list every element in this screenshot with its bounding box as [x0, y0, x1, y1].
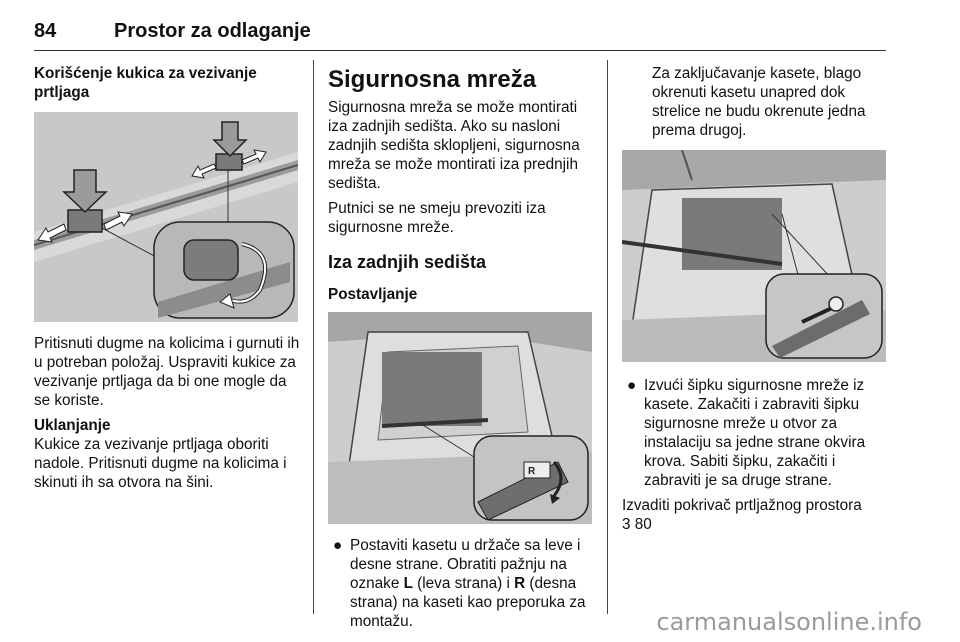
column-1	[34, 64, 300, 498]
page-header	[34, 20, 886, 51]
figure-cassette-lock	[622, 150, 886, 362]
cassette-r-marker: R	[528, 466, 536, 477]
column-2	[328, 66, 594, 637]
section-subheading: Korišćenje kukica za vezivanje prtljaga	[34, 65, 257, 101]
section-subheading: Iza zadnjih sedišta	[328, 252, 487, 272]
section-subheading: Postavljanje	[328, 286, 418, 303]
paragraph: Putnici se ne smeju prevoziti iza sigurnosne mreže.	[328, 200, 546, 236]
page-ref-arrow-icon: 3	[622, 516, 631, 533]
footer-watermark: carmanualsonline.info	[656, 608, 922, 636]
column-divider	[607, 60, 608, 614]
right-marker: R	[514, 575, 526, 592]
page-number: 84	[34, 20, 57, 42]
column-divider	[313, 60, 314, 614]
bullet-dot-icon: ●	[627, 377, 637, 394]
section-subheading: Uklanjanje	[34, 417, 111, 434]
page-title: Prostor za odlaganje	[114, 20, 311, 42]
left-marker: L	[403, 575, 413, 592]
figure-lashing-eyes	[34, 112, 298, 322]
paragraph: Kukice za vezivanje prtljaga oboriti nadole. Pritisnuti dugme na kolicima i skinuti ih sa otvora na šini.	[34, 436, 287, 491]
paragraph: Pritisnuti dugme na kolicima i gurnuti ih u potreban položaj. Uspraviti kukice za vezivanje prtljaga da bi one mogle da se koriste.	[34, 335, 300, 409]
paragraph: Za zaključavanje kasete, blago okrenuti kasetu unapred dok strelice ne budu okrenute jedna prema drugoj.	[652, 65, 866, 139]
column-3	[622, 64, 888, 540]
paragraph: Izvaditi pokrivač prtljažnog prostora 3 80	[622, 497, 862, 533]
figure-cassette-install	[328, 312, 592, 524]
bullet-dot-icon: ●	[333, 537, 343, 554]
section-heading: Sigurnosna mreža	[328, 66, 537, 93]
bullet-item: ● Izvući šipku sigurnosne mreže iz kasete. Zakačiti i zabraviti šipku sigurnosne mreže u otvor za instalaciju sa jedne strane okvira krova. Sabiti šipku, zakačiti i zabraviti je sa druge strane.	[627, 377, 866, 489]
page-ref-link[interactable]: 80	[634, 516, 652, 533]
paragraph: Sigurnosna mreža se može montirati iza zadnjih sedišta. Ako su nasloni zadnjih sedišta sklopljeni, sigurnosna mreža se može montirati iza prednjih sedišta.	[328, 99, 580, 192]
bullet-item: ● Postaviti kasetu u držače sa leve i desne strane. Obratiti pažnju na oznake L (leva strana) i R (desna strana) na kaseti kao preporuka za montažu.	[333, 537, 586, 630]
